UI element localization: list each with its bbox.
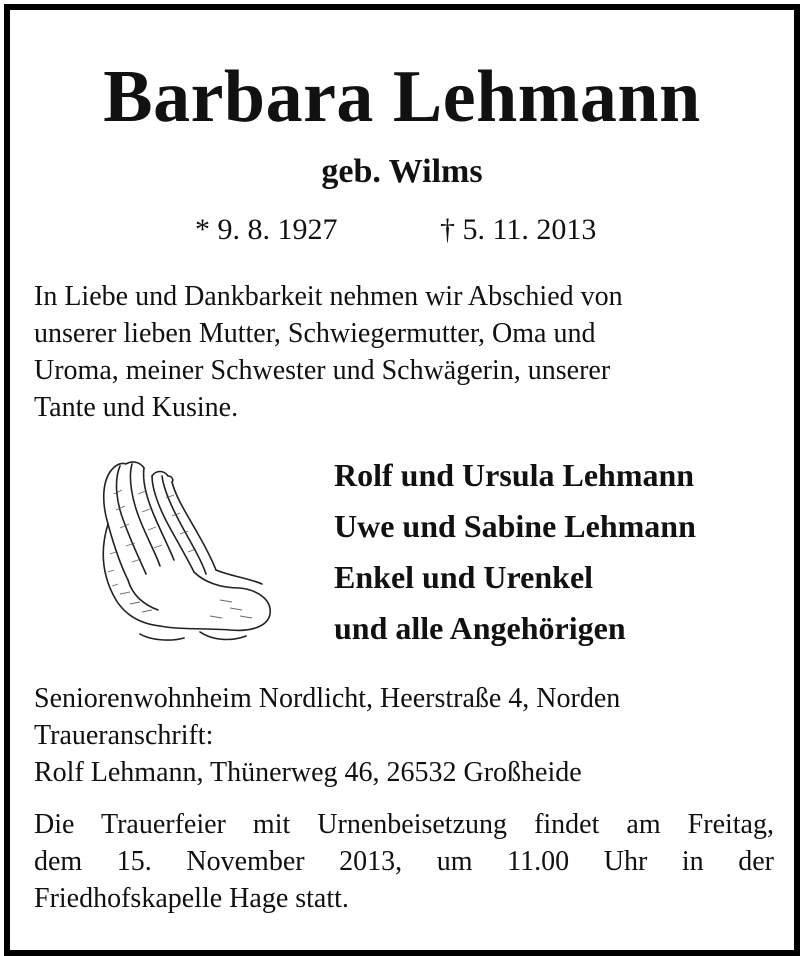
mourner-name: Rolf und Ursula Lehmann	[334, 457, 695, 493]
mourner-name: Uwe und Sabine Lehmann	[334, 508, 696, 544]
farewell-line: In Liebe und Dankbarkeit nehmen wir Abschied von	[34, 281, 623, 312]
farewell-line: Tante und Kusine.	[34, 392, 239, 423]
mourner-name: und alle Angehörigen	[334, 610, 626, 646]
mourners-list	[334, 450, 696, 654]
obituary-notice	[4, 4, 800, 956]
address-block	[34, 680, 774, 791]
service-line: Die Trauerfeier mit Urnenbeisetzung findet am Freitag,	[34, 809, 774, 840]
mourning-address-label: Traueranschrift:	[34, 720, 214, 751]
residence-line: Seniorenwohnheim Nordlicht, Heerstraße 4, Norden	[34, 683, 621, 714]
birth-date: * 9. 8. 1927	[195, 213, 338, 246]
deceased-name: Barbara Lehmann	[103, 56, 701, 138]
service-line: dem 15. November 2013, um 11.00 Uhr in der	[34, 846, 774, 877]
maiden-name: geb. Wilms	[321, 153, 483, 190]
life-dates	[10, 212, 794, 248]
mourning-address: Rolf Lehmann, Thünerweg 46, 26532 Großheide	[34, 757, 582, 788]
death-date: † 5. 11. 2013	[440, 213, 597, 246]
service-line: Friedhofskapelle Hage statt.	[34, 883, 349, 914]
farewell-line: Uroma, meiner Schwester und Schwägerin, unserer	[34, 355, 611, 386]
farewell-text	[34, 278, 774, 426]
mourner-name: Enkel und Urenkel	[334, 559, 594, 595]
praying-hands-icon	[80, 454, 280, 644]
farewell-line: unserer lieben Mutter, Schwiegermutter, Oma und	[34, 318, 596, 349]
service-info	[34, 806, 774, 917]
